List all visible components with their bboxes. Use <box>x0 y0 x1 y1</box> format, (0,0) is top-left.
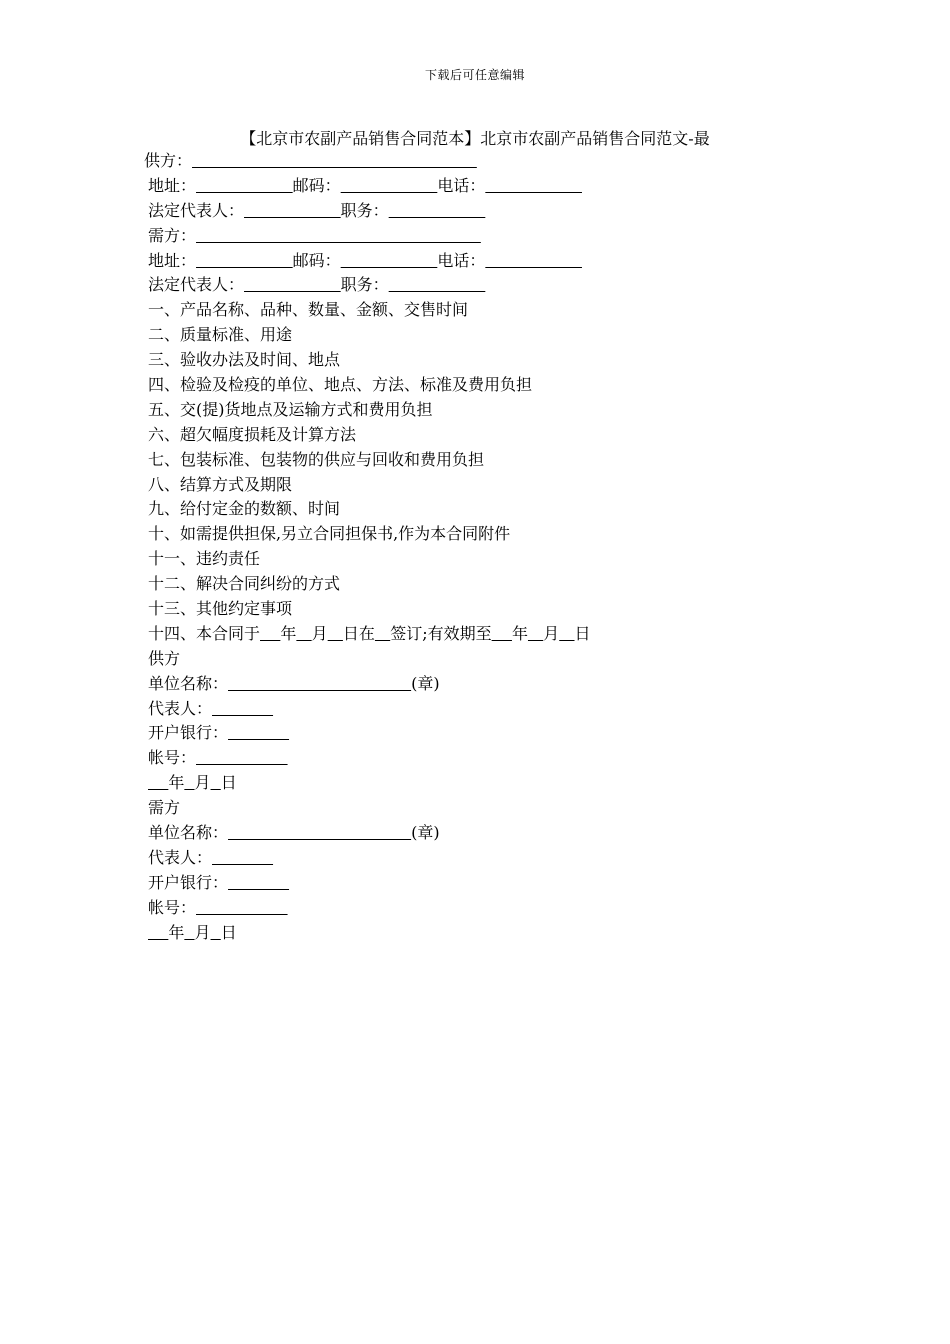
sign-supplier-rep <box>148 700 868 725</box>
clause-10: 十、如需提供担保,另立合同担保书,作为本合同附件 <box>148 524 511 544</box>
sign-supplier-unit <box>148 675 868 700</box>
sign-place-blank[interactable] <box>375 624 390 643</box>
account-label: 帐号： <box>148 748 197 768</box>
clause-1: 一、产品名称、品种、数量、金额、交售时间 <box>148 300 469 320</box>
sign-buyer-date <box>148 924 868 949</box>
title-label: 职务： <box>340 200 389 220</box>
sign-buyer-unit <box>148 824 868 849</box>
valid-month-blank[interactable] <box>528 624 543 643</box>
buyer-address-line <box>148 252 868 277</box>
rep-blank[interactable] <box>212 699 273 718</box>
year-text: 年 <box>168 922 185 942</box>
unit-label: 单位名称： <box>148 823 229 843</box>
address-label: 地址： <box>148 250 197 270</box>
phone-label: 电话： <box>437 175 486 195</box>
supplier-line <box>144 152 868 177</box>
unit-blank[interactable] <box>228 823 411 842</box>
supplier-address-line <box>148 177 868 202</box>
account-label: 帐号： <box>148 897 197 917</box>
rep-label: 法定代表人： <box>148 275 245 295</box>
seal-text: (章) <box>411 673 440 693</box>
clause14-prefix: 十四、本合同于 <box>148 623 261 643</box>
buyer-blank[interactable] <box>196 226 481 245</box>
clause14-text: 日在 <box>342 623 375 643</box>
clause-8: 八、结算方式及期限 <box>148 474 293 494</box>
rep-label: 代表人： <box>148 847 213 867</box>
valid-year-blank[interactable] <box>492 624 512 643</box>
sign-day-blank[interactable] <box>328 624 343 643</box>
sign-buyer-rep <box>148 849 868 874</box>
supplier-rep-line <box>148 202 868 227</box>
clause-7: 七、包装标准、包装物的供应与回收和费用负担 <box>148 449 485 469</box>
page-header: 下载后可任意编辑 <box>424 68 525 82</box>
month-text: 月 <box>194 773 211 793</box>
bank-blank[interactable] <box>228 873 289 892</box>
unit-label: 单位名称： <box>148 673 229 693</box>
sign-supplier-bank <box>148 724 868 749</box>
phone-blank[interactable] <box>485 251 582 270</box>
sign-buyer-bank <box>148 874 868 899</box>
month-text: 月 <box>194 922 211 942</box>
buyer-line <box>148 227 868 252</box>
bank-label: 开户银行： <box>148 723 229 743</box>
title-blank[interactable] <box>389 275 486 294</box>
supplier-blank[interactable] <box>192 151 477 170</box>
day-text: 日 <box>220 773 237 793</box>
clause-11: 十一、违约责任 <box>148 549 261 569</box>
sign-supplier-heading: 供方 <box>148 648 181 668</box>
rep-label: 法定代表人： <box>148 200 245 220</box>
clause-5: 五、交(提)货地点及运输方式和费用负担 <box>148 399 433 419</box>
zip-blank[interactable] <box>341 251 438 270</box>
year-text: 年 <box>168 773 185 793</box>
month-blank[interactable] <box>184 773 194 792</box>
supplier-label: 供方： <box>144 151 193 170</box>
clause14-text: 月 <box>311 623 328 643</box>
clause14-text: 签订;有效期至 <box>390 623 492 643</box>
bank-blank[interactable] <box>228 723 289 742</box>
account-blank[interactable] <box>196 748 288 767</box>
rep-blank[interactable] <box>244 275 341 294</box>
sign-supplier-date <box>148 774 868 799</box>
clause14-text: 月 <box>543 623 560 643</box>
year-blank[interactable] <box>148 923 168 942</box>
bank-label: 开户银行： <box>148 872 229 892</box>
clause-6: 六、超欠幅度损耗及计算方法 <box>148 424 357 444</box>
day-blank[interactable] <box>211 773 221 792</box>
address-blank[interactable] <box>196 251 293 270</box>
account-blank[interactable] <box>196 898 288 917</box>
sign-year-blank[interactable] <box>260 624 280 643</box>
sign-buyer-heading: 需方 <box>148 798 181 818</box>
address-blank[interactable] <box>196 176 293 195</box>
title-label: 职务： <box>340 275 389 295</box>
sign-buyer-account <box>148 899 868 924</box>
clause-13: 十三、其他约定事项 <box>148 599 293 619</box>
document-title: 【北京市农副产品销售合同范本】北京市农副产品销售合同范文-最 <box>240 129 710 148</box>
clause14-text: 日 <box>574 623 591 643</box>
valid-day-blank[interactable] <box>559 624 574 643</box>
address-label: 地址： <box>148 175 197 195</box>
buyer-label: 需方： <box>148 225 197 245</box>
sign-supplier-account <box>148 749 868 774</box>
clause-14 <box>148 625 868 650</box>
rep-blank[interactable] <box>244 201 341 220</box>
month-blank[interactable] <box>184 923 194 942</box>
zip-label: 邮码： <box>292 250 341 270</box>
clause-9: 九、给付定金的数额、时间 <box>148 499 341 519</box>
clause-12: 十二、解决合同纠纷的方式 <box>148 574 341 594</box>
buyer-rep-line <box>148 276 868 301</box>
zip-label: 邮码： <box>292 175 341 195</box>
rep-blank[interactable] <box>212 848 273 867</box>
phone-label: 电话： <box>437 250 486 270</box>
title-blank[interactable] <box>389 201 486 220</box>
year-blank[interactable] <box>148 773 168 792</box>
seal-text: (章) <box>411 823 440 843</box>
clause-2: 二、质量标准、用途 <box>148 325 293 345</box>
day-text: 日 <box>220 922 237 942</box>
clause-3: 三、验收办法及时间、地点 <box>148 350 341 370</box>
phone-blank[interactable] <box>485 176 582 195</box>
zip-blank[interactable] <box>341 176 438 195</box>
sign-month-blank[interactable] <box>296 624 311 643</box>
clause-4: 四、检验及检疫的单位、地点、方法、标准及费用负担 <box>148 375 533 395</box>
rep-label: 代表人： <box>148 698 213 718</box>
contract-body <box>144 151 868 949</box>
day-blank[interactable] <box>211 923 221 942</box>
clause14-text: 年 <box>511 623 528 643</box>
unit-blank[interactable] <box>228 674 411 693</box>
clause14-text: 年 <box>280 623 297 643</box>
